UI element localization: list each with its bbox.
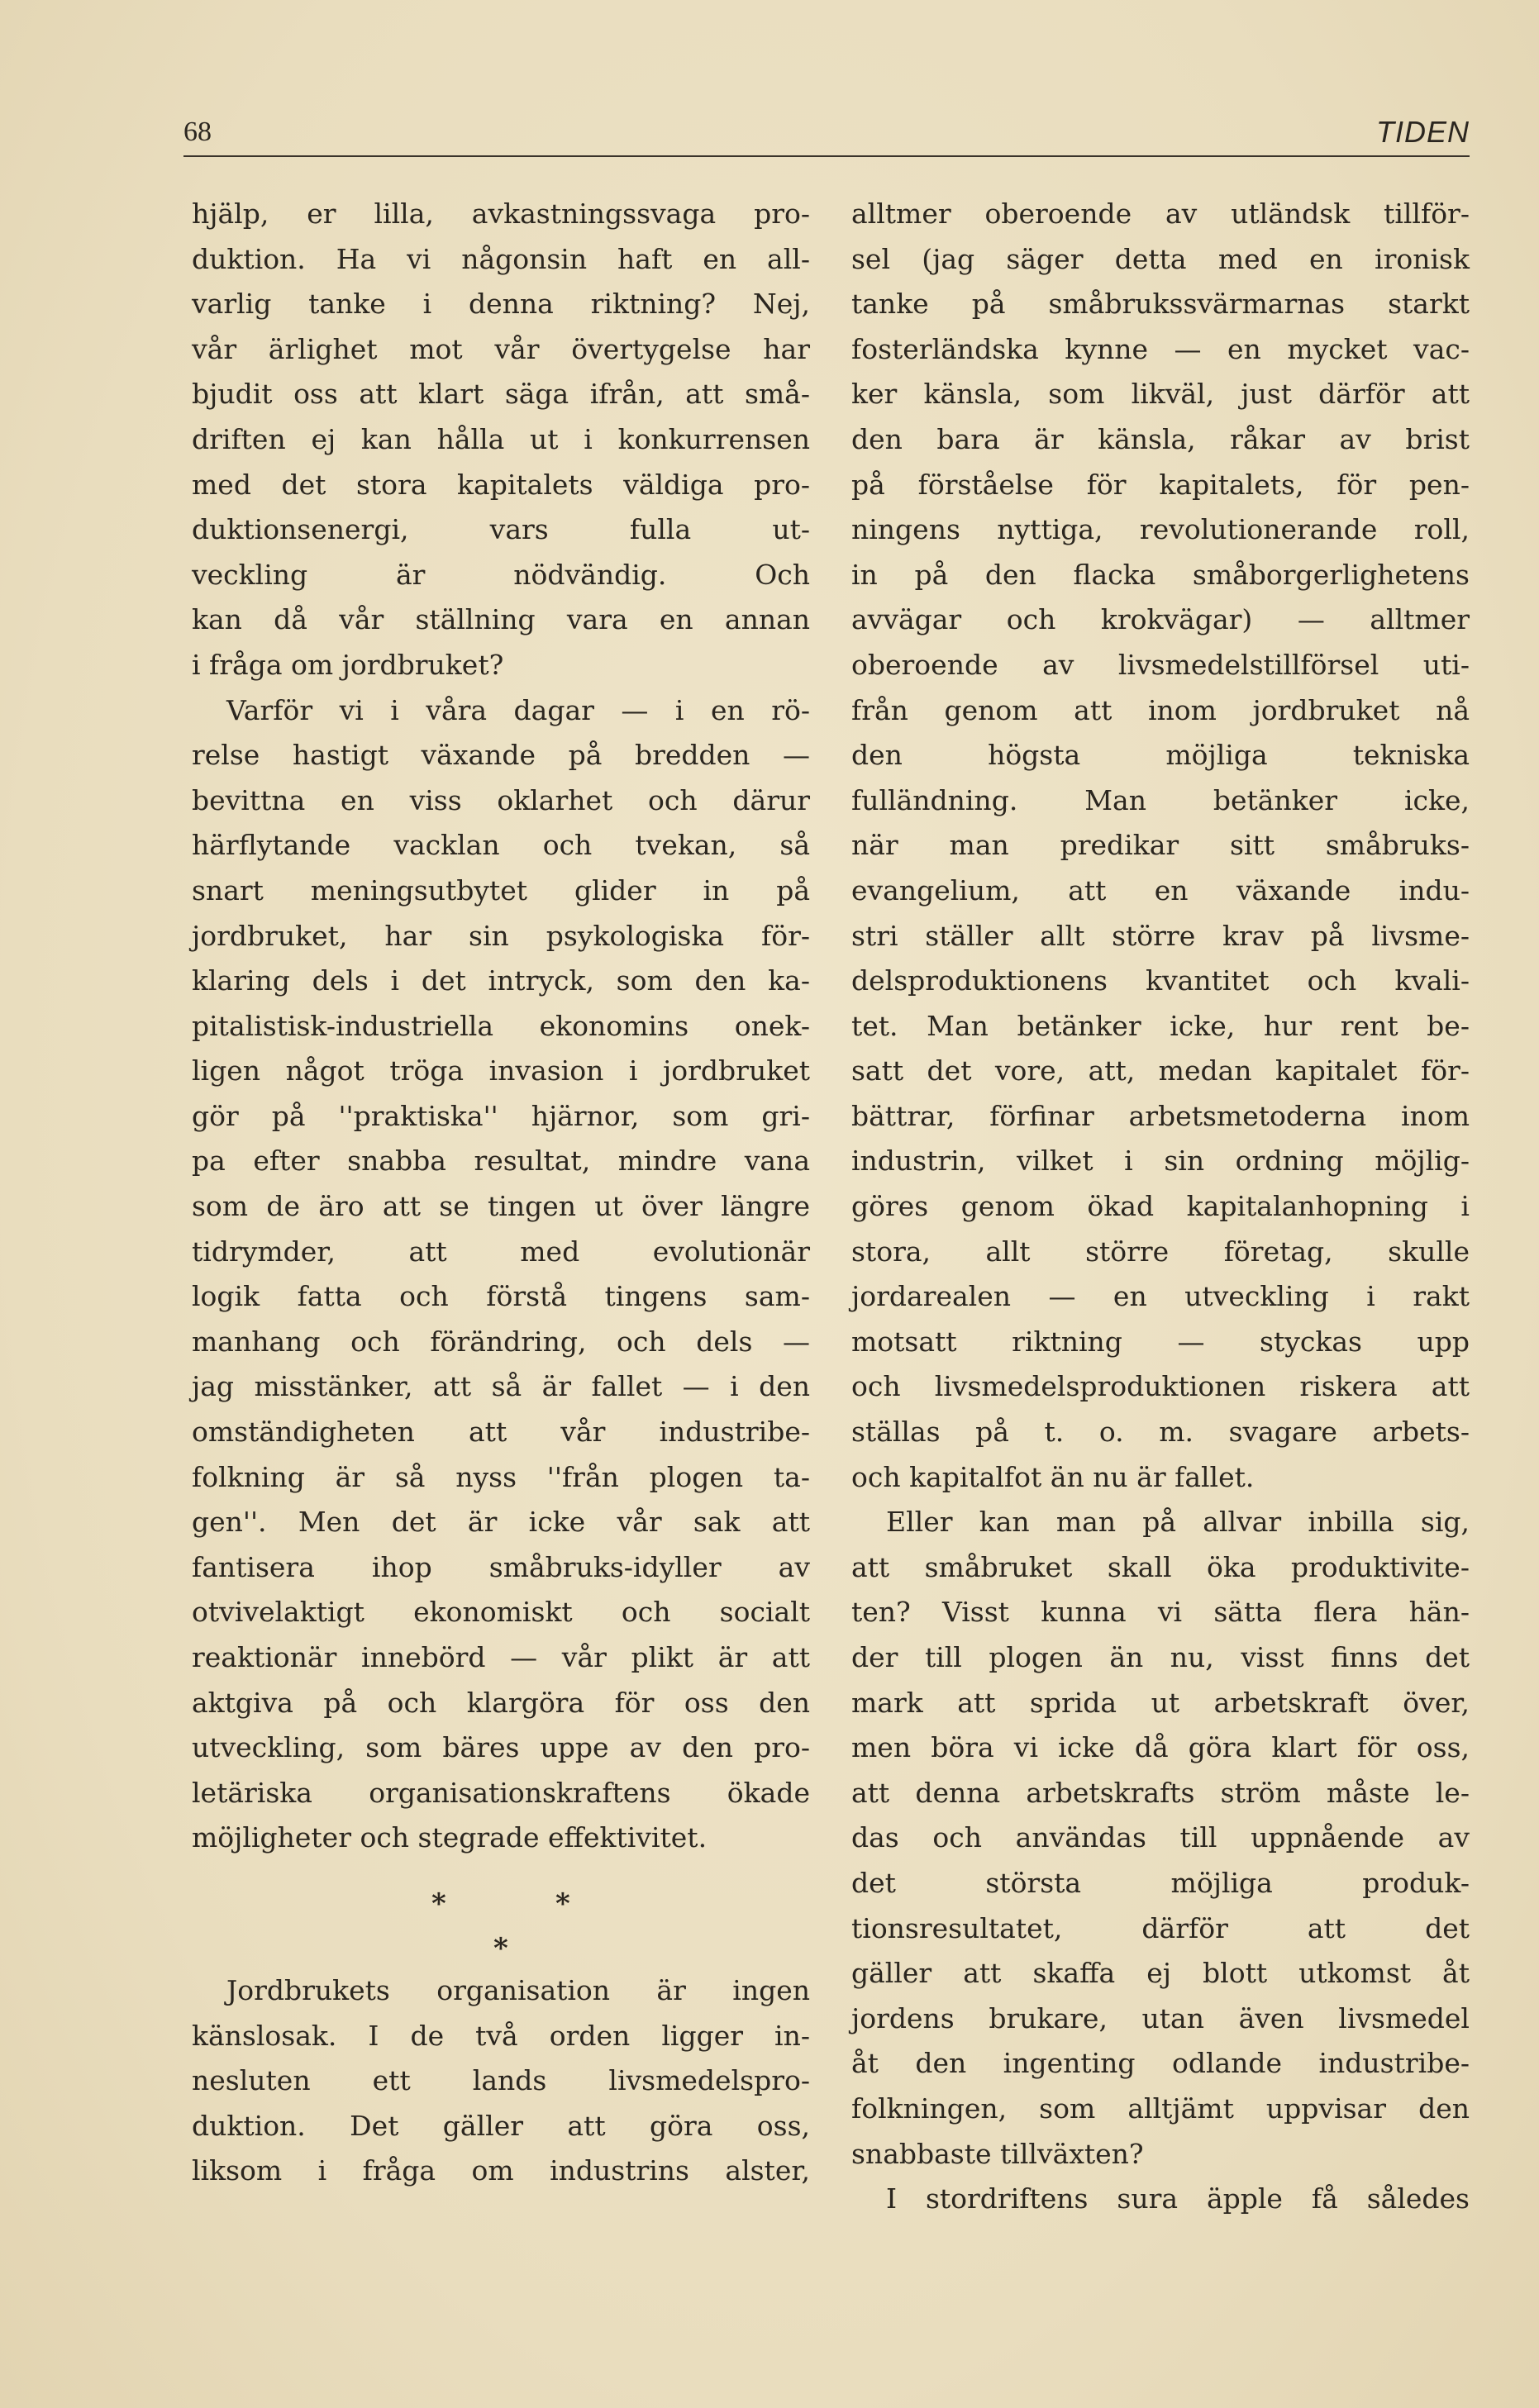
text-line: motsatt riktning — styckas upp (851, 1325, 1470, 1358)
text-line: ten? Visst kunna vi sätta flera hän- (851, 1596, 1470, 1629)
text-line: tanke på småbrukssvärmarnas starkt (851, 288, 1470, 321)
paragraph-1 (851, 192, 1470, 1500)
text-line: duktionsenergi, vars fulla ut- (192, 513, 810, 546)
text-line: der till plogen än nu, visst finns det (851, 1641, 1470, 1673)
text-line: och kapitalfot än nu är fallet. (851, 1460, 1255, 1493)
text-line: snart meningsutbytet glider in på (192, 873, 810, 907)
paragraph-2 (851, 1500, 1470, 2177)
text-line: Varför vi i våra dagar — i en rö- (226, 693, 810, 726)
page-number: 68 (183, 117, 212, 147)
text-line: evangelium, att en växande indu- (851, 873, 1470, 907)
text-line: jag misstänker, att så är fallet — i den (192, 1370, 810, 1403)
right-column (851, 192, 1470, 2222)
text-line: fulländning. Man betänker icke, (851, 783, 1470, 816)
paragraph-3 (851, 2177, 1470, 2222)
text-line: nesluten ett lands livsmedelspro- (192, 2064, 810, 2097)
text-line: kan då vår ställning vara en annan (192, 603, 810, 636)
text-line: och livsmedelsproduktionen riskera att (851, 1370, 1470, 1403)
text-line: på förståelse för kapitalets, för pen- (851, 468, 1470, 501)
text-line: stora, allt större företag, skulle (851, 1235, 1470, 1268)
text-line: stri ställer allt större krav på livsme- (851, 919, 1470, 952)
text-line: tet. Man betänker icke, hur rent be- (851, 1009, 1470, 1042)
text-line: det största möjliga produk- (851, 1866, 1470, 1899)
asterisk: * (431, 1887, 446, 1920)
text-line: Jordbrukets organisation är ingen (226, 1973, 810, 2006)
asterisk: * (493, 1931, 508, 1965)
text-line: sel (jag säger detta med en ironisk (851, 242, 1470, 275)
text-line: att denna arbetskrafts ström måste le- (851, 1776, 1470, 1809)
text-line: jordbruket, har sin psykologiska för- (192, 919, 810, 952)
text-line: letäriska organisationskraftens ökade (192, 1776, 810, 1809)
text-line: att småbruket skall öka produktivite- (851, 1550, 1470, 1583)
text-line: das och användas till uppnående av (851, 1821, 1470, 1854)
text-line: utveckling, som bäres uppe av den pro- (192, 1731, 810, 1764)
paragraph-3 (192, 1968, 810, 2194)
asterisk: * (555, 1887, 570, 1920)
text-line: möjligheter och stegrade effektivitet. (192, 1821, 708, 1854)
text-line: åt den ingenting odlande industribe- (851, 2047, 1470, 2080)
left-column (192, 192, 810, 2194)
text-line: fantisera ihop småbruks-idyller av (192, 1550, 810, 1583)
text-line: känslosak. I de två orden ligger in- (192, 2019, 810, 2052)
text-line: otvivelaktigt ekonomiskt och socialt (192, 1596, 810, 1629)
text-line: pitalistisk-industriella ekonomins onek- (192, 1009, 810, 1042)
text-line: Eller kan man på allvar inbilla sig, (886, 1506, 1470, 1539)
text-line: bjudit oss att klart säga ifrån, att små- (192, 378, 810, 411)
text-line: den högsta möjliga tekniska (851, 739, 1470, 772)
paragraph-1 (192, 192, 810, 688)
text-line: avvägar och krokvägar) — alltmer (851, 603, 1470, 636)
text-line: delsproduktionens kvantitet och kvali- (851, 964, 1470, 997)
text-line: veckling är nödvändig. Och (192, 558, 810, 591)
section-divider-asterisks (192, 1861, 810, 1968)
text-line: mark att sprida ut arbetskraft över, (851, 1686, 1470, 1719)
text-line: bevittna en viss oklarhet och därur (192, 783, 810, 816)
text-line: ningens nyttiga, revolutionerande roll, (851, 513, 1470, 546)
text-line: folkningen, som alltjämt uppvisar den (851, 2092, 1470, 2125)
text-line: gör på ''praktiska'' hjärnor, som gri- (192, 1099, 810, 1132)
text-line: hjälp, er lilla, avkastningssvaga pro- (192, 197, 810, 230)
text-line: bättrar, förfinar arbetsmetoderna inom (851, 1099, 1470, 1132)
text-line: snabbaste tillväxten? (851, 2137, 1144, 2170)
text-line: industrin, vilket i sin ordning möjlig- (851, 1145, 1470, 1178)
text-line: jordens brukare, utan även livsmedel (851, 2001, 1470, 2034)
page-header (183, 114, 1470, 157)
text-line: vår ärlighet mot vår övertygelse har (192, 332, 810, 365)
text-line: ker känsla, som likväl, just därför att (851, 378, 1470, 411)
journal-title: TIDEN (1376, 115, 1470, 149)
text-line: aktgiva på och klargöra för oss den (192, 1686, 810, 1719)
text-line: relse hastigt växande på bredden — (192, 739, 810, 772)
text-line: manhang och förändring, och dels — (192, 1325, 810, 1358)
text-line: liksom i fråga om industrins alster, (192, 2154, 810, 2187)
text-line: göres genom ökad kapitalanhopning i (851, 1190, 1470, 1223)
text-line: satt det vore, att, medan kapitalet för- (851, 1054, 1470, 1087)
text-line: reaktionär innebörd — vår plikt är att (192, 1641, 810, 1673)
text-line: pa efter snabba resultat, mindre vana (192, 1145, 810, 1178)
text-line: jordarealen — en utveckling i rakt (851, 1280, 1470, 1313)
text-line: när man predikar sitt småbruks- (851, 829, 1470, 862)
text-line: folkning är så nyss ''från plogen ta- (192, 1460, 810, 1493)
text-line: som de äro att se tingen ut över längre (192, 1190, 810, 1223)
text-line: oberoende av livsmedelstillförsel uti- (851, 648, 1470, 681)
text-line: den bara är känsla, råkar av brist (851, 422, 1470, 455)
text-line: in på den flacka småborgerlighetens (851, 558, 1470, 591)
text-line: logik fatta och förstå tingens sam- (192, 1280, 810, 1313)
text-line: ställas på t. o. m. svagare arbets- (851, 1416, 1470, 1449)
text-line: duktion. Det gäller att göra oss, (192, 2109, 810, 2142)
text-line: med det stora kapitalets väldiga pro- (192, 468, 810, 501)
text-line: klaring dels i det intryck, som den ka- (192, 964, 810, 997)
text-line: varlig tanke i denna riktning? Nej, (192, 288, 810, 321)
text-line: driften ej kan hålla ut i konkurrensen (192, 422, 810, 455)
text-line: fosterländska kynne — en mycket vac- (851, 332, 1470, 365)
text-line: tidrymder, att med evolutionär (192, 1235, 810, 1268)
text-line: tionsresultatet, därför att det (851, 1911, 1470, 1944)
text-line: från genom att inom jordbruket nå (851, 693, 1470, 726)
text-line: gen''. Men det är icke vår sak att (192, 1506, 810, 1539)
text-line: gäller att skaffa ej blott utkomst åt (851, 1957, 1470, 1990)
text-line: men böra vi icke då göra klart för oss, (851, 1731, 1470, 1764)
text-line: ligen något tröga invasion i jordbruket (192, 1054, 810, 1087)
text-line: alltmer oberoende av utländsk tillför- (851, 197, 1470, 230)
text-line: omständigheten att vår industribe- (192, 1416, 810, 1449)
text-line: i fråga om jordbruket? (192, 648, 504, 681)
text-line: härflytande vacklan och tvekan, så (192, 829, 810, 862)
text-line: I stordriftens sura äpple få således (886, 2182, 1470, 2215)
text-line: duktion. Ha vi någonsin haft en all- (192, 242, 810, 275)
paragraph-2 (192, 688, 810, 1861)
